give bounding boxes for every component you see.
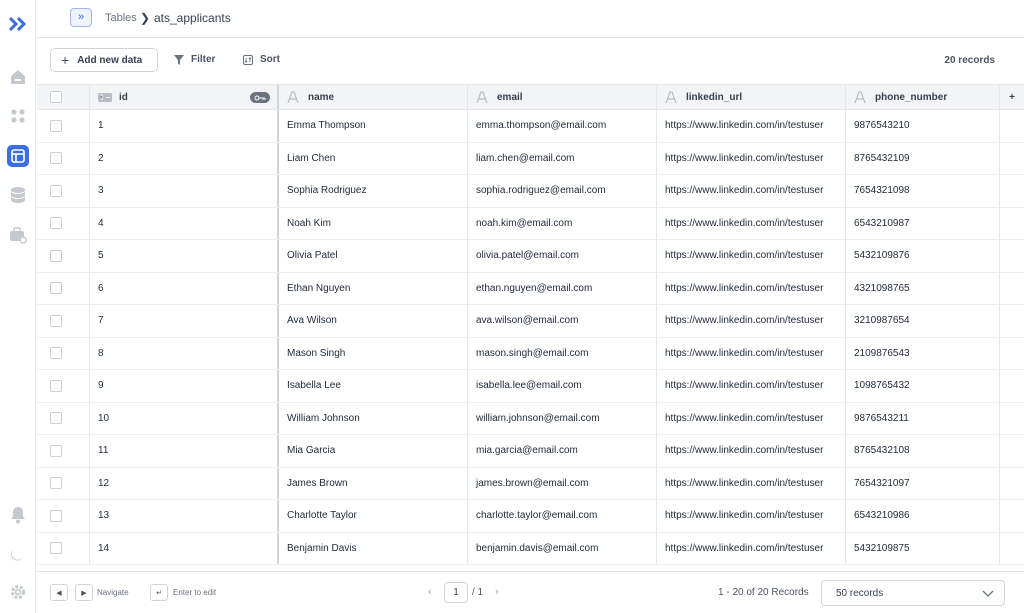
prev-page-button[interactable]: ‹ xyxy=(428,586,432,598)
cell-phone-number[interactable]: 5432109876 xyxy=(846,240,1000,272)
cell-phone-number[interactable]: 7654321097 xyxy=(846,468,1000,500)
cell-id[interactable]: 8 xyxy=(90,338,279,370)
cell-email[interactable]: emma.thompson@email.com xyxy=(468,110,657,142)
row-select-cell xyxy=(37,370,90,402)
row-select-cell xyxy=(37,175,90,207)
table-icon[interactable] xyxy=(7,145,29,167)
cell-name[interactable]: Charlotte Taylor xyxy=(279,500,468,532)
add-column-button[interactable]: + xyxy=(1009,91,1015,103)
table-row[interactable] xyxy=(37,175,1024,208)
sort-button[interactable] xyxy=(243,54,280,65)
select-all-checkbox[interactable] xyxy=(50,91,62,103)
row-select-cell xyxy=(37,305,90,337)
row-checkbox[interactable] xyxy=(50,477,62,489)
cell-linkedin-url[interactable]: https://www.linkedin.com/in/testuser xyxy=(657,305,846,337)
row-checkbox[interactable] xyxy=(50,217,62,229)
enter-key-icon: ↵ xyxy=(150,584,168,601)
briefcase-icon[interactable] xyxy=(7,224,29,246)
cell-linkedin-url[interactable]: https://www.linkedin.com/in/testuser xyxy=(657,110,846,142)
select-all-cell xyxy=(37,85,90,109)
row-checkbox[interactable] xyxy=(50,347,62,359)
column-header-label: name xyxy=(308,91,335,103)
cell-email[interactable]: noah.kim@email.com xyxy=(468,208,657,240)
bell-icon[interactable] xyxy=(7,504,29,526)
cell-name[interactable]: Olivia Patel xyxy=(279,240,468,272)
table-row[interactable] xyxy=(37,338,1024,371)
cell-phone-number[interactable]: 8765432108 xyxy=(846,435,1000,467)
table-row[interactable] xyxy=(37,533,1024,566)
arrow-right-key-icon: ▶ xyxy=(75,584,93,601)
table-row[interactable] xyxy=(37,273,1024,306)
cell-name[interactable]: Isabella Lee xyxy=(279,370,468,402)
row-select-cell xyxy=(37,110,90,142)
filter-label: Filter xyxy=(191,54,216,65)
table-toolbar xyxy=(37,38,1024,84)
table-row[interactable] xyxy=(37,500,1024,533)
page-size-select[interactable] xyxy=(821,580,1005,606)
cell-id[interactable]: 13 xyxy=(90,500,279,532)
cell-phone-number[interactable]: 5432109875 xyxy=(846,533,1000,565)
filter-icon xyxy=(174,55,184,65)
cell-name[interactable]: Ava Wilson xyxy=(279,305,468,337)
cell-id[interactable]: 10 xyxy=(90,403,279,435)
cell-name[interactable]: Noah Kim xyxy=(279,208,468,240)
row-select-cell xyxy=(37,435,90,467)
row-select-cell xyxy=(37,143,90,175)
cell-email[interactable]: charlotte.taylor@email.com xyxy=(468,500,657,532)
cell-email[interactable]: isabella.lee@email.com xyxy=(468,370,657,402)
cell-linkedin-url[interactable]: https://www.linkedin.com/in/testuser xyxy=(657,500,846,532)
cell-name[interactable]: James Brown xyxy=(279,468,468,500)
row-select-cell xyxy=(37,500,90,532)
chevron-down-icon xyxy=(982,588,994,598)
top-bar xyxy=(37,0,1024,38)
table-row[interactable] xyxy=(37,435,1024,468)
arrow-left-key-icon: ◀ xyxy=(50,584,68,601)
cell-linkedin-url[interactable]: https://www.linkedin.com/in/testuser xyxy=(657,403,846,435)
table-row[interactable] xyxy=(37,208,1024,241)
text-type-icon xyxy=(665,91,679,103)
cell-id[interactable]: 6 xyxy=(90,273,279,305)
row-checkbox[interactable] xyxy=(50,152,62,164)
number-type-icon xyxy=(98,93,112,102)
cell-phone-number[interactable]: 2109876543 xyxy=(846,338,1000,370)
cell-linkedin-url[interactable]: https://www.linkedin.com/in/testuser xyxy=(657,143,846,175)
column-header-name[interactable] xyxy=(279,85,468,109)
cell-email[interactable]: mia.garcia@email.com xyxy=(468,435,657,467)
cell-name[interactable]: Mia Garcia xyxy=(279,435,468,467)
row-checkbox[interactable] xyxy=(50,282,62,294)
cell-email[interactable]: william.johnson@email.com xyxy=(468,403,657,435)
page-number-input[interactable]: 1 xyxy=(444,582,468,603)
cell-linkedin-url[interactable]: https://www.linkedin.com/in/testuser xyxy=(657,370,846,402)
database-icon[interactable] xyxy=(7,184,29,206)
row-checkbox[interactable] xyxy=(50,445,62,457)
grid-body xyxy=(37,110,1024,565)
row-checkbox[interactable] xyxy=(50,542,62,554)
navigate-hint: Navigate xyxy=(97,588,129,597)
row-select-cell xyxy=(37,403,90,435)
cell-linkedin-url[interactable]: https://www.linkedin.com/in/testuser xyxy=(657,240,846,272)
cell-id[interactable]: 4 xyxy=(90,208,279,240)
add-new-data-label: Add new data xyxy=(77,54,143,66)
cell-id[interactable]: 5 xyxy=(90,240,279,272)
cell-phone-number[interactable]: 8765432109 xyxy=(846,143,1000,175)
table-row[interactable] xyxy=(37,468,1024,501)
home-icon[interactable] xyxy=(7,66,29,88)
cell-id[interactable]: 14 xyxy=(90,533,279,565)
cell-linkedin-url[interactable]: https://www.linkedin.com/in/testuser xyxy=(657,273,846,305)
breadcrumb-tables-link[interactable]: Tables xyxy=(105,12,137,24)
cell-linkedin-url[interactable]: https://www.linkedin.com/in/testuser xyxy=(657,208,846,240)
table-row[interactable] xyxy=(37,370,1024,403)
cell-phone-number[interactable]: 3210987654 xyxy=(846,305,1000,337)
cell-email[interactable]: olivia.patel@email.com xyxy=(468,240,657,272)
row-checkbox[interactable] xyxy=(50,510,62,522)
cell-email[interactable]: benjamin.davis@email.com xyxy=(468,533,657,565)
column-header-label: email xyxy=(497,91,523,103)
row-checkbox[interactable] xyxy=(50,315,62,327)
table-row[interactable] xyxy=(37,305,1024,338)
gear-icon[interactable] xyxy=(7,581,29,603)
cell-phone-number[interactable]: 1098765432 xyxy=(846,370,1000,402)
plus-icon: + xyxy=(61,52,70,68)
text-type-icon xyxy=(476,91,490,103)
cell-linkedin-url[interactable]: https://www.linkedin.com/in/testuser xyxy=(657,468,846,500)
logo-icon[interactable] xyxy=(7,13,29,35)
cell-id[interactable]: 3 xyxy=(90,175,279,207)
grid-footer xyxy=(37,571,1024,613)
cell-phone-number[interactable]: 9876543210 xyxy=(846,110,1000,142)
text-type-icon xyxy=(854,91,868,103)
row-select-cell xyxy=(37,240,90,272)
column-header-linkedin-url[interactable] xyxy=(657,85,846,109)
text-type-icon xyxy=(287,91,301,103)
cell-email[interactable]: ava.wilson@email.com xyxy=(468,305,657,337)
cell-id[interactable]: 2 xyxy=(90,143,279,175)
row-select-cell xyxy=(37,208,90,240)
cell-email[interactable]: james.brown@email.com xyxy=(468,468,657,500)
total-pages: / 1 xyxy=(472,587,484,598)
primary-key-icon xyxy=(250,92,270,103)
cell-phone-number[interactable]: 6543210987 xyxy=(846,208,1000,240)
cell-email[interactable]: mason.singh@email.com xyxy=(468,338,657,370)
cell-phone-number[interactable]: 9876543211 xyxy=(846,403,1000,435)
cell-linkedin-url[interactable]: https://www.linkedin.com/in/testuser xyxy=(657,533,846,565)
cell-name[interactable]: Ethan Nguyen xyxy=(279,273,468,305)
table-row[interactable] xyxy=(37,110,1024,143)
sort-icon xyxy=(243,55,253,65)
cell-linkedin-url[interactable]: https://www.linkedin.com/in/testuser xyxy=(657,338,846,370)
next-page-button[interactable]: › xyxy=(495,586,499,598)
add-new-data-button[interactable] xyxy=(50,48,158,72)
expand-sidebar-button[interactable] xyxy=(70,8,92,27)
page-size-value: 50 records xyxy=(836,587,884,599)
cell-name[interactable]: William Johnson xyxy=(279,403,468,435)
moon-icon[interactable] xyxy=(7,543,29,565)
row-select-cell xyxy=(37,468,90,500)
cell-email[interactable]: liam.chen@email.com xyxy=(468,143,657,175)
cell-id[interactable]: 11 xyxy=(90,435,279,467)
cell-name[interactable]: Sophia Rodriguez xyxy=(279,175,468,207)
table-row[interactable] xyxy=(37,143,1024,176)
cell-email[interactable]: sophia.rodriguez@email.com xyxy=(468,175,657,207)
cell-name[interactable]: Liam Chen xyxy=(279,143,468,175)
data-grid xyxy=(37,84,1024,565)
edit-hint: Enter to edit xyxy=(173,588,217,597)
row-select-cell xyxy=(37,273,90,305)
column-header-email[interactable] xyxy=(468,85,657,109)
row-checkbox[interactable] xyxy=(50,250,62,262)
cell-id[interactable]: 12 xyxy=(90,468,279,500)
table-row[interactable] xyxy=(37,240,1024,273)
double-chevron-right-icon: » xyxy=(77,11,85,23)
cell-linkedin-url[interactable]: https://www.linkedin.com/in/testuser xyxy=(657,175,846,207)
table-row[interactable] xyxy=(37,403,1024,436)
column-header-label: linkedin_url xyxy=(686,91,743,103)
column-header-id[interactable] xyxy=(90,85,279,109)
cell-id[interactable]: 9 xyxy=(90,370,279,402)
column-header-phone-number[interactable] xyxy=(846,85,1000,109)
breadcrumb-current-table: ats_applicants xyxy=(154,11,231,25)
cell-name[interactable]: Mason Singh xyxy=(279,338,468,370)
column-header-label: phone_number xyxy=(875,91,948,103)
row-checkbox[interactable] xyxy=(50,185,62,197)
cell-id[interactable]: 7 xyxy=(90,305,279,337)
cell-phone-number[interactable]: 7654321098 xyxy=(846,175,1000,207)
apps-icon[interactable] xyxy=(7,105,29,127)
cell-phone-number[interactable]: 4321098765 xyxy=(846,273,1000,305)
column-header-label: id xyxy=(119,91,128,103)
record-range: 1 - 20 of 20 Records xyxy=(718,587,809,598)
row-select-cell xyxy=(37,533,90,565)
row-checkbox[interactable] xyxy=(50,120,62,132)
row-checkbox[interactable] xyxy=(50,380,62,392)
row-checkbox[interactable] xyxy=(50,412,62,424)
record-count: 20 records xyxy=(944,55,995,66)
left-rail xyxy=(0,0,36,613)
cell-phone-number[interactable]: 6543210986 xyxy=(846,500,1000,532)
cell-email[interactable]: ethan.nguyen@email.com xyxy=(468,273,657,305)
sort-label: Sort xyxy=(260,54,280,65)
grid-header-row xyxy=(37,84,1024,110)
chevron-right-icon: ❯ xyxy=(140,11,151,25)
cell-name[interactable]: Benjamin Davis xyxy=(279,533,468,565)
row-select-cell xyxy=(37,338,90,370)
cell-id[interactable]: 1 xyxy=(90,110,279,142)
cell-name[interactable]: Emma Thompson xyxy=(279,110,468,142)
filter-button[interactable] xyxy=(174,54,215,65)
cell-linkedin-url[interactable]: https://www.linkedin.com/in/testuser xyxy=(657,435,846,467)
